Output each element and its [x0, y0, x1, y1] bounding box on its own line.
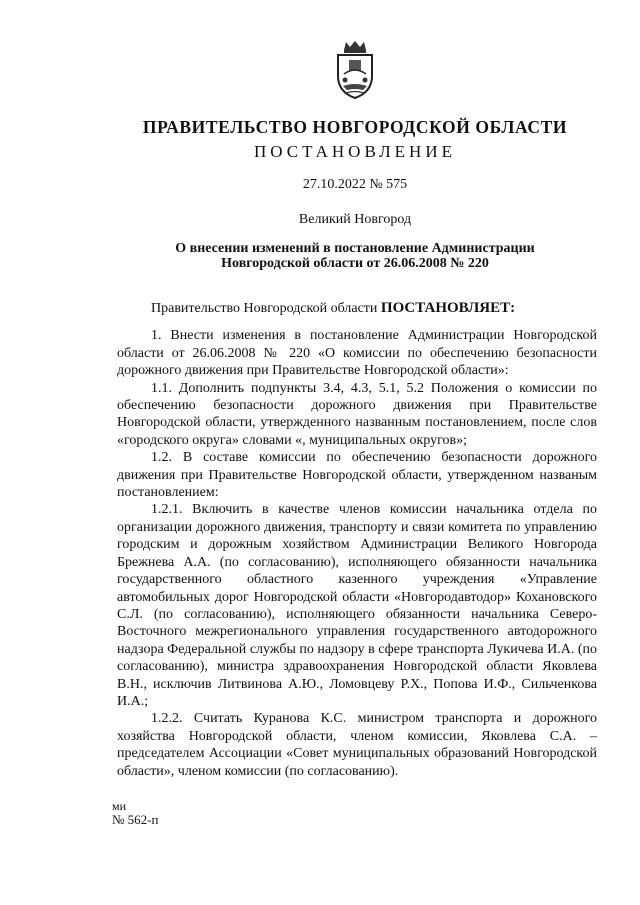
- lead-resolves: ПОСТАНОВЛЯЕТ:: [380, 300, 516, 316]
- subject-line-1: О внесении изменений в постановление Администрации: [175, 241, 535, 256]
- document-city: Великий Новгород: [298, 212, 412, 227]
- document-footer: [112, 800, 158, 827]
- paragraph-1-1: 1.1. Дополнить подпункты 3.4, 4.3, 5.1, 5.2 Положения о комиссии по обеспечению безопасности дорожного движения при Правительстве Новгородской области, утвержденного названным постановлением, после слов «городского округа» словами «, муниципальных округов»;: [117, 380, 597, 448]
- document-body: [117, 300, 597, 780]
- document-kind: ПОСТАНОВЛЕНИЕ: [253, 142, 456, 161]
- resolution-lead: [117, 300, 597, 317]
- lead-prefix: Правительство Новгородской области: [151, 301, 381, 316]
- coat-of-arms-icon: [330, 40, 380, 100]
- paragraph-1-2-2: 1.2.2. Считать Куранова К.С. министром транспорта и дорожного хозяйства Новгородской области, членом комиссии, Яковлева С.А. – председателем Ассоциации «Совет муниципальных образований Новгородской области», членом комиссии (по согласованию).: [117, 711, 597, 779]
- document-date-number: 27.10.2022 № 575: [302, 177, 408, 192]
- paragraph-1-2: 1.2. В составе комиссии по обеспечению безопасности дорожного движения при Правительстве Новгородской области, утвержденном названым постановлением:: [117, 450, 597, 501]
- footer-initials: ми: [112, 799, 127, 813]
- document-subject: [0, 241, 640, 271]
- government-title: ПРАВИТЕЛЬСТВО НОВГОРОДСКОЙ ОБЛАСТИ: [142, 117, 568, 137]
- paragraph-1-2-1: 1.2.1. Включить в качестве членов комиссии начальника отдела по организации дорожного движения, транспорту и связи комитета по управлению городским и дорожным хозяйством Администрации Великого Новгорода Брежнева А.А. (по согласованию), исполняющего обязанности начальника государственного областного казенного учреждения «Управление автомобильных дорог Новгородской области «Новгородавтодор» Кохановского С.Л. (по согласованию), исполняющего обязанности начальника Северо-Восточного межрегионального управления государственного автодорожного надзора Федеральной службы по надзору в сфере транспорта Лукичева И.А. (по согласованию), министра здравоохранения Новгородской области Яковлева В.Н., исключив Литвинова А.Ю., Ломовцеву Р.Х., Попова И.Ф., Сильченкова И.А.;: [117, 502, 597, 709]
- paragraph-1: 1. Внести изменения в постановление Администрации Новгородской области от 26.06.2008 № 220 «О комиссии по обеспечению безопасности дорожного движения при Правительстве Новгородской области»:: [117, 328, 597, 379]
- subject-line-2: Новгородской области от 26.06.2008 № 220: [221, 256, 489, 271]
- footer-number: № 562-п: [112, 812, 159, 827]
